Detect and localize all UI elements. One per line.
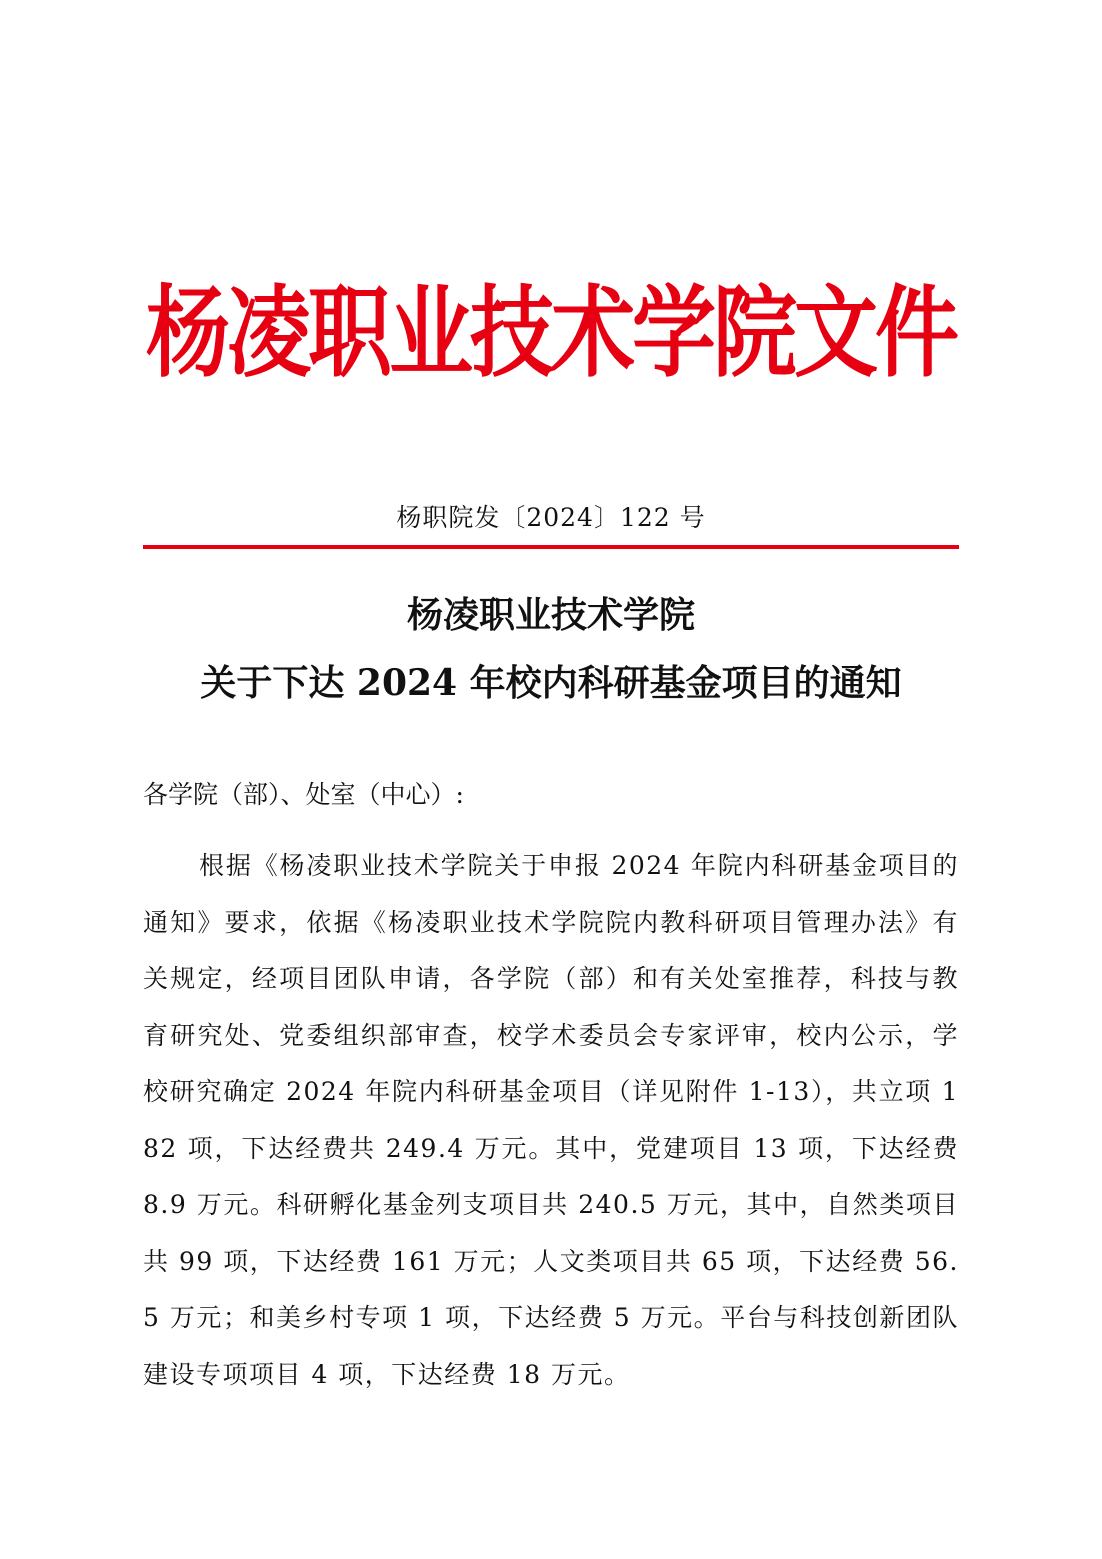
red-divider-line: [143, 545, 959, 549]
document-number: 杨职院发〔2024〕122 号: [396, 503, 706, 532]
document-title-line-1: 杨凌职业技术学院: [406, 594, 695, 636]
masthead-title: 杨凌职业技术学院文件: [145, 274, 956, 391]
document-title-line-2: 关于下达 2024 年校内科研基金项目的通知: [200, 662, 902, 704]
salutation: 各学院（部）、处室（中心）:: [143, 780, 464, 809]
body-paragraph: 根据《杨凌职业技术学院关于申报 2024 年院内科研基金项目的通知》要求，依据《杨凌职业技术学院院内教科研项目管理办法》有关规定，经项目团队申请，各学院（部）和有关处室推荐，科技与教育研究处、党委组织部审查，校学术委员会专家评审，校内公示，学校研究确定 2024 年院内科研基金项目（详见附件 1-13），共立项 182 项，下达经费共 249.4 万元。其中，党建项目 13 项，下达经费 8.9 万元。科研孵化基金列支项目共 240.5 万元，其中，自然类项目共 99 项，下达经费 161 万元；人文类项目共 65 项，下达经费 56.5 万元；和美乡村专项 1 项，下达经费 5 万元。平台与科技创新团队建设专项项目 4 项，下达经费 18 万元。: [143, 851, 959, 1389]
